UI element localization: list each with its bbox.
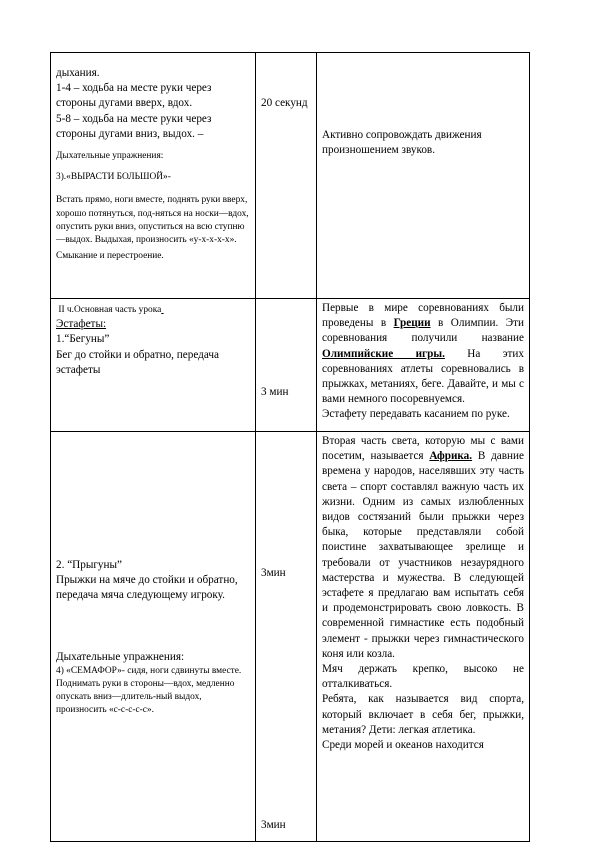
table-row [51, 299, 530, 432]
exercise-cell [51, 53, 256, 299]
item-text: Бег до стойки и обратно, передача эстафеты [56, 348, 219, 376]
relay-note: Эстафету передавать касанием по руке. [322, 408, 510, 421]
table-row [51, 53, 530, 299]
question-text: Ребята, как называется вид спорта, который включает в себя бег, прыжки, метания? Дети: легкая атлетика. [322, 693, 524, 736]
duration-cell [256, 299, 317, 432]
exercise-cell [51, 299, 256, 432]
duration-cell [256, 432, 317, 842]
duration-cell [256, 53, 317, 299]
duration: 3мин [261, 818, 286, 831]
africa-text: Африка. [429, 450, 473, 463]
seas-text: Среди морей и океанов находится [322, 739, 484, 752]
text-line: дыхания. [56, 67, 100, 79]
table-row [51, 432, 530, 842]
lesson-table [50, 52, 530, 842]
guidance-cell [317, 53, 530, 299]
exercise-text: Встать прямо, ноги вместе, поднять руки вверх, хорошо потянуться, под-няться на носки—вдох, опустить руки вниз, опуститься на всю ступню—выдох. Выдыхая, произносить «у-х-х-х-х». [56, 195, 249, 246]
guidance-text: Первые в мире соревнованиях были проведены в Греции в Олимпии. Эти соревнования получили название Олимпийские игры. На этих соревнованиях атлеты соревновались в прыжках, метаниях, беге. Давайте, и мы с вами немного посоревнуемся. [322, 302, 525, 406]
text-line: 5-8 – ходьба на месте руки через стороны дугами вниз, выдох. – [56, 112, 212, 140]
duration: 3мин [261, 567, 286, 579]
text-line: 1-4 – ходьба на месте руки через стороны дугами вверх, вдох. [56, 82, 212, 110]
exercise-cell [51, 432, 256, 842]
guidance-cell [317, 299, 530, 432]
breath-heading: Дыхательные упражнения: [56, 151, 164, 162]
guidance-cell [317, 432, 530, 842]
relay-heading: Эстафеты: [56, 318, 107, 331]
greece-link-text: Греции [393, 317, 431, 330]
item-text: Прыжки на мяче до стойки и обратно, передача мяча следующему игроку. [56, 574, 238, 602]
guidance-text: Активно сопровождать движения произношением звуков. [322, 129, 482, 157]
olympic-games-text: Олимпийские игры. [322, 347, 445, 360]
duration: 3 мин [261, 386, 289, 398]
exercise-text: 4) «СЕМАФОР»- сидя, ноги сдвинуты вместе. Поднимать руки в стороны—вдох, медленно опускать вниз—длитель-ный выдох, произносить «с-с-с-с-с». [56, 665, 242, 716]
part-title: II ч.Основная часть урока [58, 305, 162, 315]
exercise-title: 3).«ВЫРАСТИ БОЛЬШОЙ»- [56, 172, 171, 183]
guidance-text: Вторая часть света, которую мы с вами посетим, называется Африка. В давние времена у народов, населявших эту часть света – спорт составлял важную часть их жизни. Одним из самых излюбленных видов состязаний были прыжки через быка, которые представляли собой поистине захватывающее зрелище и требовали от участников незаурядного мастерства и мужества. В следующей эстафете я предлагаю вам испытать себя и продемонстрировать свою ловкость. В современной гимнастике есть подобный элемент - прыжки через гимнастического коня или козла. [322, 435, 524, 660]
duration: 20 секунд [261, 97, 308, 109]
item-title: 1.“Бегуны” [56, 333, 110, 346]
item-title: 2. “Прыгуны” [56, 559, 122, 571]
breath-heading: Дыхательные упражнения: [56, 650, 185, 663]
ball-note: Мяч держать крепко, высоко не отталкиваться. [322, 663, 524, 691]
closing-text: Смыкание и перестроение. [56, 251, 164, 262]
